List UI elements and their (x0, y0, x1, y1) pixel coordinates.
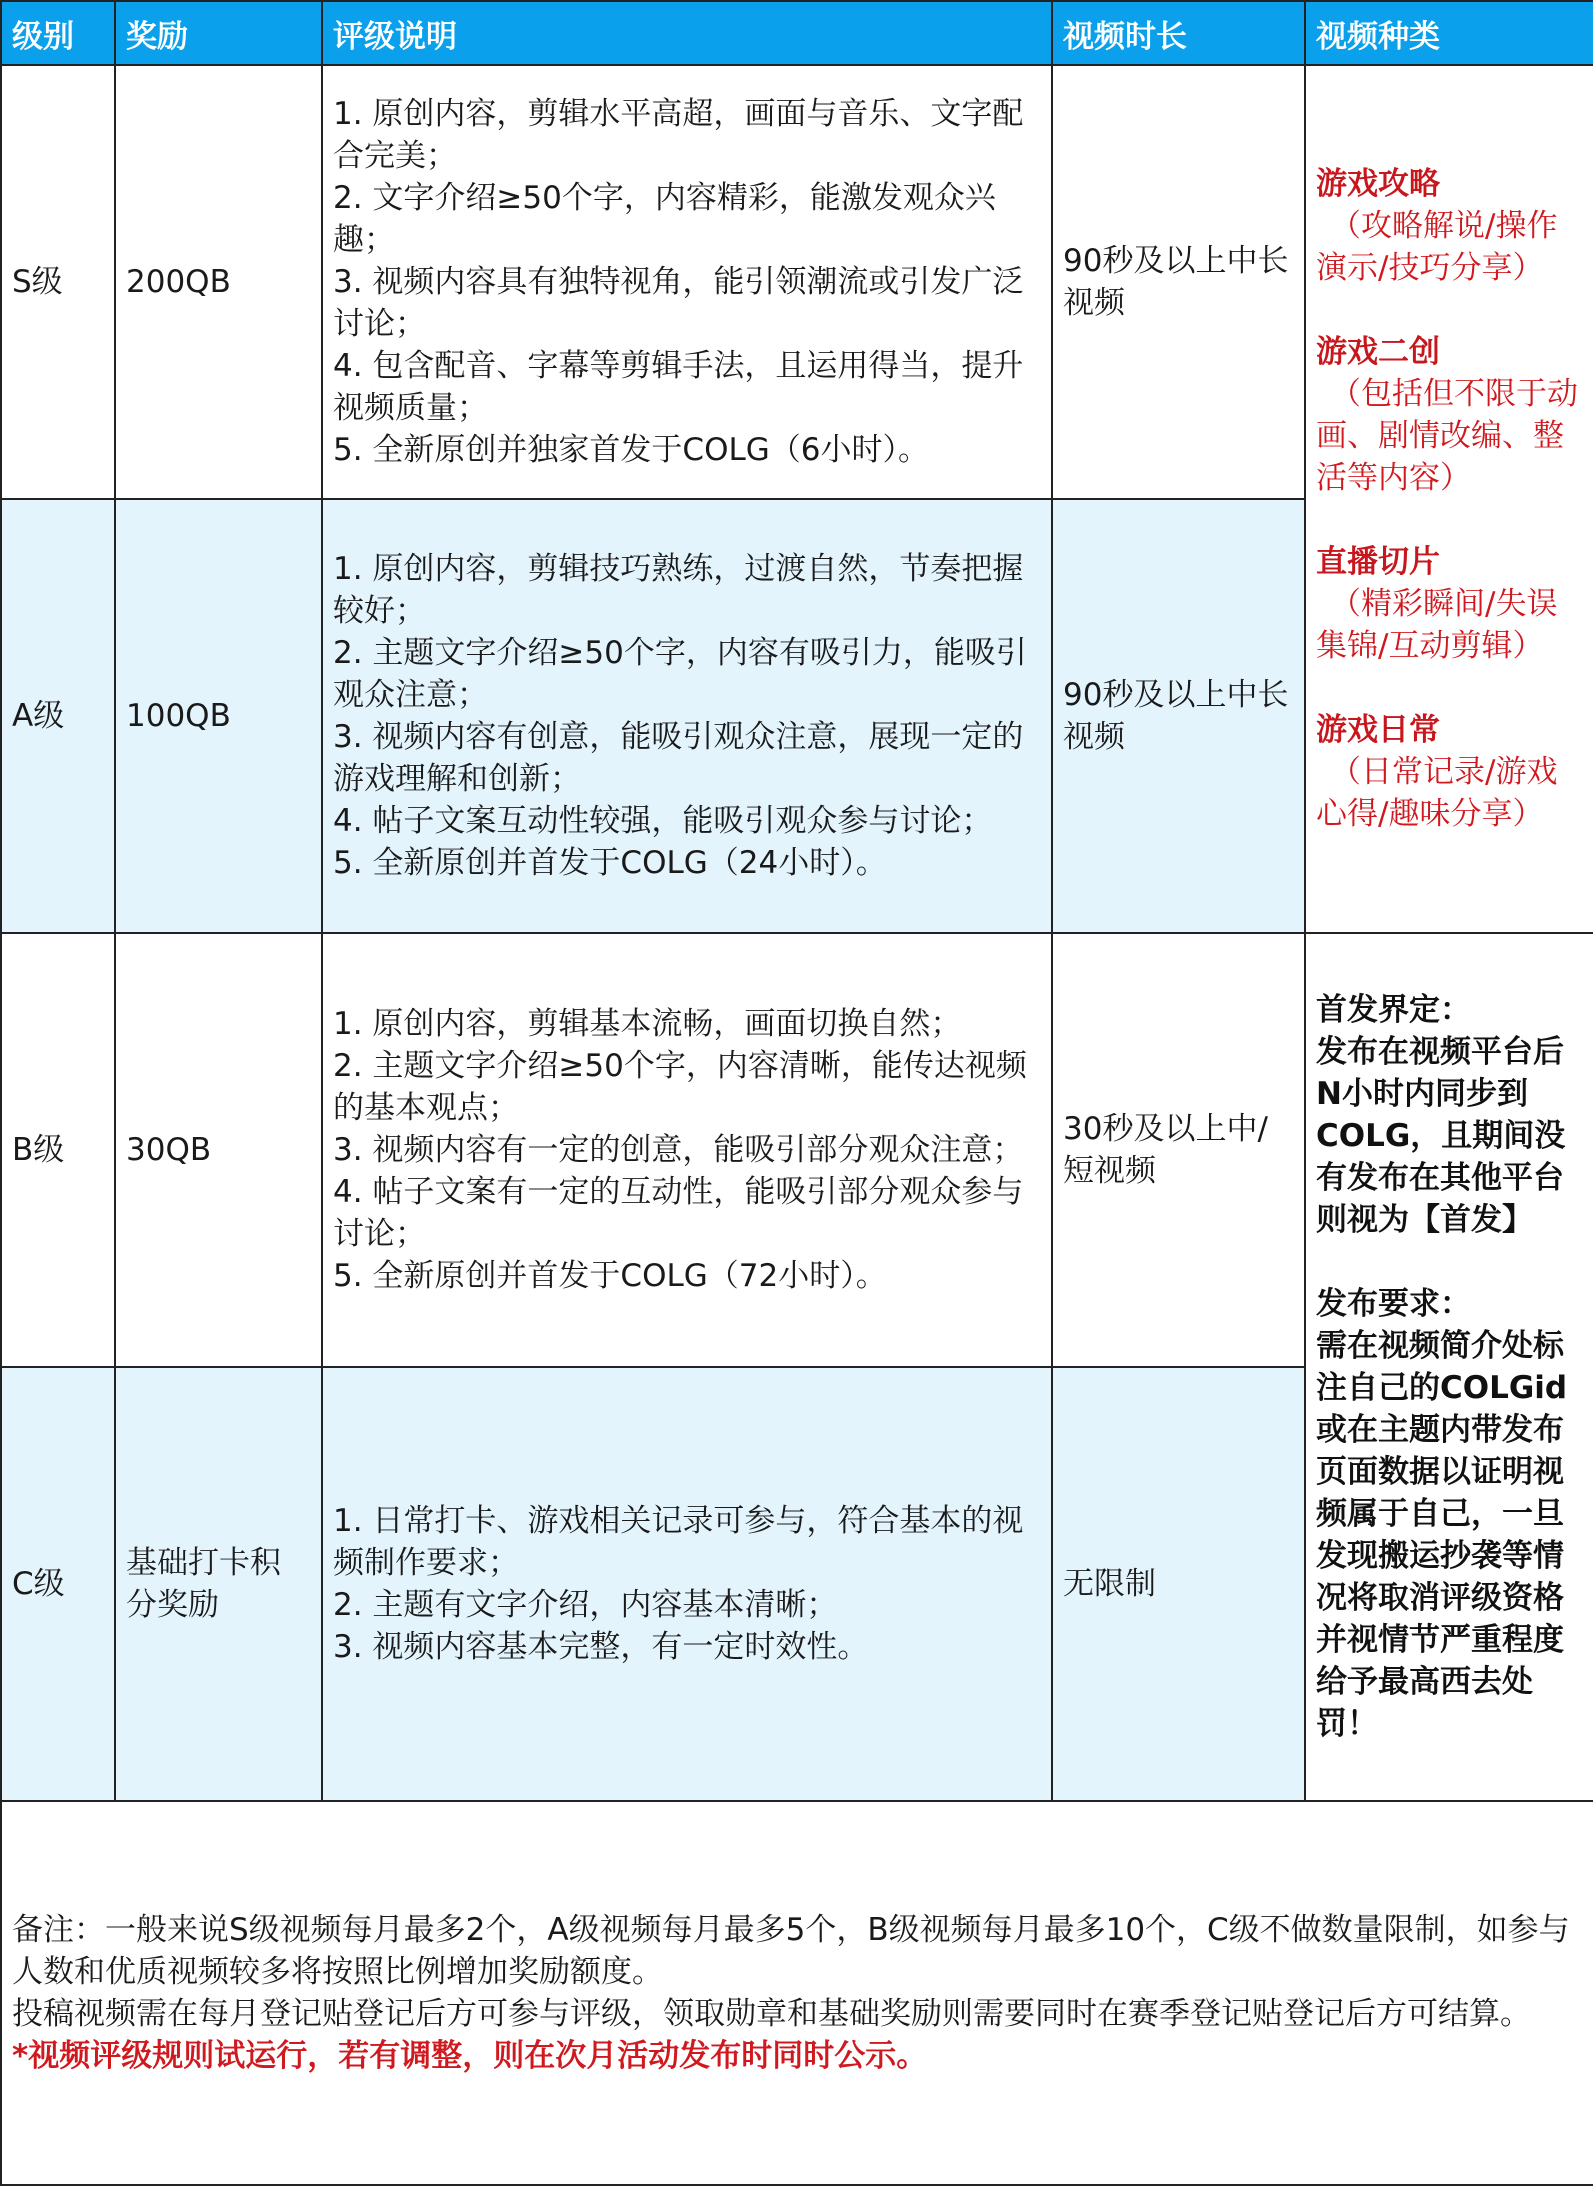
description-cell (322, 65, 1052, 499)
category-item (1316, 709, 1583, 835)
category-item (1316, 163, 1583, 289)
level-cell: S级 (1, 65, 115, 499)
category-cell (1305, 65, 1593, 933)
first-publish-title: 首发界定： (1316, 992, 1471, 1028)
description-line: 3. 视频内容具有独特视角，能引领潮流或引发广泛讨论； (333, 264, 1024, 342)
description-line: 4. 帖子文案有一定的互动性，能吸引部分观众参与讨论； (333, 1174, 1024, 1252)
notes-cell (1, 1801, 1593, 2185)
header-description: 评级说明 (322, 1, 1052, 65)
category-desc: （日常记录/游戏心得/趣味分享） (1316, 754, 1558, 832)
duration-cell: 30秒及以上中/短视频 (1052, 933, 1305, 1367)
header-category: 视频种类 (1305, 1, 1593, 65)
category-title: 游戏攻略 (1316, 166, 1440, 202)
description-line: 1. 日常打卡、游戏相关记录可参与，符合基本的视频制作要求； (333, 1503, 1024, 1581)
description-line: 2. 主题文字介绍≥50个字，内容清晰，能传达视频的基本观点； (333, 1048, 1027, 1126)
category-item (1316, 331, 1583, 499)
description-line: 5. 全新原创并独家首发于COLG（6小时）。 (333, 432, 929, 468)
reward-cell: 100QB (115, 499, 322, 933)
category-desc: （包括但不限于动画、剧情改编、整活等内容） (1316, 376, 1578, 496)
note-line-2: 投稿视频需在每月登记贴登记后方可参与评级，领取勋章和基础奖励则需要同时在赛季登记贴登记后方可结算。 (12, 1996, 1531, 2032)
notes-row (1, 1801, 1593, 2185)
description-cell (322, 933, 1052, 1367)
category-title: 直播切片 (1316, 544, 1440, 580)
description-line: 1. 原创内容，剪辑技巧熟练，过渡自然，节奏把握较好； (333, 551, 1024, 629)
duration-cell: 无限制 (1052, 1367, 1305, 1801)
header-duration: 视频时长 (1052, 1, 1305, 65)
description-line: 2. 主题有文字介绍，内容基本清晰； (333, 1587, 838, 1623)
table-row-b (1, 933, 1593, 1367)
description-line: 4. 帖子文案互动性较强，能吸引观众参与讨论； (333, 803, 993, 839)
reward-cell: 200QB (115, 65, 322, 499)
duration-cell: 90秒及以上中长视频 (1052, 499, 1305, 933)
category-title: 游戏二创 (1316, 334, 1440, 370)
level-cell: C级 (1, 1367, 115, 1801)
description-line: 2. 主题文字介绍≥50个字，内容有吸引力，能吸引观众注意； (333, 635, 1027, 713)
description-cell (322, 1367, 1052, 1801)
category-title: 游戏日常 (1316, 712, 1440, 748)
description-line: 5. 全新原创并首发于COLG（72小时）。 (333, 1258, 887, 1294)
description-line: 5. 全新原创并首发于COLG（24小时）。 (333, 845, 887, 881)
description-line: 3. 视频内容有创意，能吸引观众注意，展现一定的游戏理解和创新； (333, 719, 1024, 797)
category-desc: （精彩瞬间/失误集锦/互动剪辑） (1316, 586, 1558, 664)
description-line: 4. 包含配音、字幕等剪辑手法，且运用得当，提升视频质量； (333, 348, 1024, 426)
header-level: 级别 (1, 1, 115, 65)
publish-requirement-title: 发布要求： (1316, 1286, 1471, 1322)
header-reward: 奖励 (115, 1, 322, 65)
table-header-row (1, 1, 1593, 65)
category-item (1316, 541, 1583, 667)
reward-cell: 30QB (115, 933, 322, 1367)
publish-requirement-body: 需在视频简介处标注自己的COLGid或在主题内带发布页面数据以证明视频属于自己，一旦发现搬运抄袭等情况将取消评级资格并视情节严重程度给予最高西去处罚！ (1316, 1328, 1568, 1742)
first-publish-body: 发布在视频平台后N小时内同步到COLG，且期间没有发布在其他平台则视为【首发】 (1316, 1034, 1566, 1238)
note-line-1: 备注：一般来说S级视频每月最多2个，A级视频每月最多5个，B级视频每月最多10个，C级不做数量限制，如参与人数和优质视频较多将按照比例增加奖励额度。 (12, 1912, 1570, 1990)
level-cell: A级 (1, 499, 115, 933)
note-line-3: *视频评级规则试运行，若有调整，则在次月活动发布时同时公示。 (12, 2038, 928, 2074)
reward-cell: 基础打卡积分奖励 (115, 1367, 322, 1801)
description-cell (322, 499, 1052, 933)
rules-cell (1305, 933, 1593, 1801)
table-row-s (1, 65, 1593, 499)
level-cell: B级 (1, 933, 115, 1367)
description-line: 1. 原创内容，剪辑水平高超，画面与音乐、文字配合完美； (333, 96, 1024, 174)
category-desc: （攻略解说/操作演示/技巧分享） (1316, 208, 1558, 286)
description-line: 3. 视频内容基本完整，有一定时效性。 (333, 1629, 869, 1665)
description-line: 2. 文字介绍≥50个字，内容精彩，能激发观众兴趣； (333, 180, 996, 258)
duration-cell: 90秒及以上中长视频 (1052, 65, 1305, 499)
description-line: 3. 视频内容有一定的创意，能吸引部分观众注意； (333, 1132, 1024, 1168)
description-line: 1. 原创内容，剪辑基本流畅，画面切换自然； (333, 1006, 962, 1042)
